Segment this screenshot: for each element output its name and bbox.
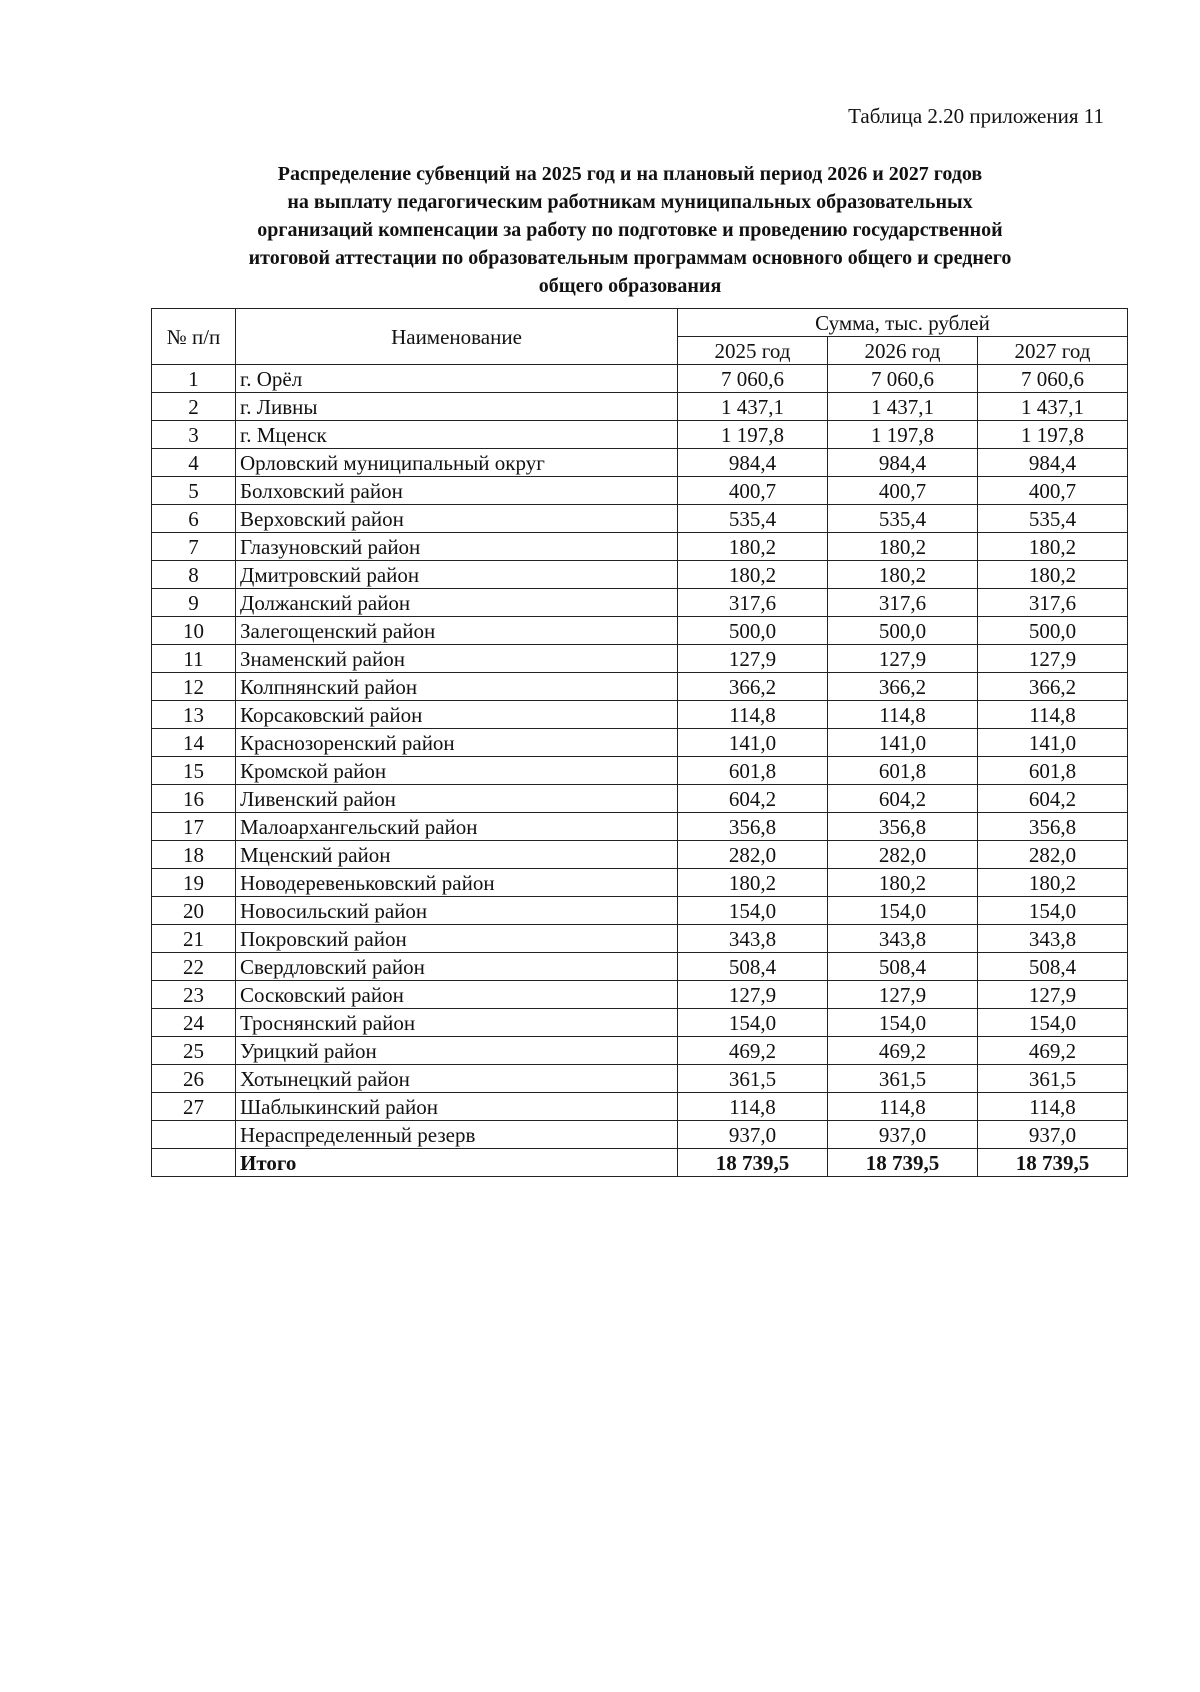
row-value-2026: 984,4 [828,449,978,477]
row-value-2026: 1 437,1 [828,393,978,421]
table-row [152,1121,1128,1149]
row-value-2026: 154,0 [828,1009,978,1037]
row-value-2027: 154,0 [978,1009,1128,1037]
row-value-2027: 127,9 [978,645,1128,673]
row-value-2026: 114,8 [828,701,978,729]
row-value-2027: 604,2 [978,785,1128,813]
row-value-2026: 141,0 [828,729,978,757]
row-value-2025: 141,0 [678,729,828,757]
row-value-2025: 343,8 [678,925,828,953]
table-row [152,477,1128,505]
row-number: 3 [152,421,236,449]
table-row [152,421,1128,449]
row-value-2025: 114,8 [678,1093,828,1121]
row-value-2026: 500,0 [828,617,978,645]
row-value-2027: 180,2 [978,533,1128,561]
row-name: Сосковский район [236,981,678,1009]
row-value-2027: 282,0 [978,841,1128,869]
header-sum: Сумма, тыс. рублей [678,309,1128,337]
row-value-2027: 400,7 [978,477,1128,505]
row-name: Кромской район [236,757,678,785]
row-value-2025: 604,2 [678,785,828,813]
title-line: на выплату педагогическим работникам муниципальных образовательных [287,191,973,213]
row-number: 23 [152,981,236,1009]
row-name: Краснозоренский район [236,729,678,757]
table-row [152,1065,1128,1093]
row-value-2027: 317,6 [978,589,1128,617]
row-name: Новодеревеньковский район [236,869,678,897]
row-value-2027: 601,8 [978,757,1128,785]
table-row [152,1009,1128,1037]
table-row [152,785,1128,813]
table-row [152,561,1128,589]
row-value-2025: 127,9 [678,645,828,673]
row-value-2026: 127,9 [828,645,978,673]
row-name: г. Ливны [236,393,678,421]
title-line: итоговой аттестации по образовательным программам основного общего и среднего [248,247,1012,269]
row-value-2027: 500,0 [978,617,1128,645]
row-number: 10 [152,617,236,645]
row-name: Орловский муниципальный округ [236,449,678,477]
table-row [152,505,1128,533]
row-value-2025: 366,2 [678,673,828,701]
table-row [152,869,1128,897]
row-number [152,1121,236,1149]
row-value-2025: 500,0 [678,617,828,645]
table-row [152,897,1128,925]
row-value-2025: 1 437,1 [678,393,828,421]
row-value-2025: 154,0 [678,1009,828,1037]
row-value-2026: 508,4 [828,953,978,981]
header-number: № п/п [152,309,236,365]
row-value-2027: 937,0 [978,1121,1128,1149]
row-value-2027: 984,4 [978,449,1128,477]
row-value-2026: 400,7 [828,477,978,505]
table-footer [152,1149,1128,1177]
row-value-2027: 1 437,1 [978,393,1128,421]
row-value-2027: 1 197,8 [978,421,1128,449]
row-value-2026: 154,0 [828,897,978,925]
row-number: 12 [152,673,236,701]
table-row [152,449,1128,477]
row-number: 4 [152,449,236,477]
row-number: 25 [152,1037,236,1065]
row-value-2026: 361,5 [828,1065,978,1093]
row-name: Залегощенский район [236,617,678,645]
row-value-2026: 7 060,6 [828,365,978,393]
table-reference: Таблица 2.20 приложения 11 [848,104,1104,128]
row-value-2025: 601,8 [678,757,828,785]
table-row [152,617,1128,645]
header-year-2026: 2026 год [828,337,978,365]
total-label: Итого [236,1149,678,1177]
row-name: Шаблыкинский район [236,1093,678,1121]
row-name: Мценский район [236,841,678,869]
row-number: 16 [152,785,236,813]
table-row [152,981,1128,1009]
row-value-2025: 317,6 [678,589,828,617]
row-value-2026: 180,2 [828,533,978,561]
table-row [152,757,1128,785]
row-value-2027: 366,2 [978,673,1128,701]
row-name: Троснянский район [236,1009,678,1037]
row-value-2025: 180,2 [678,561,828,589]
row-value-2026: 937,0 [828,1121,978,1149]
header-year-2025: 2025 год [678,337,828,365]
row-name: Урицкий район [236,1037,678,1065]
row-number: 19 [152,869,236,897]
row-name: Свердловский район [236,953,678,981]
row-value-2027: 356,8 [978,813,1128,841]
row-value-2026: 282,0 [828,841,978,869]
row-value-2025: 114,8 [678,701,828,729]
row-number: 2 [152,393,236,421]
row-value-2026: 114,8 [828,1093,978,1121]
table-row [152,365,1128,393]
row-value-2027: 180,2 [978,561,1128,589]
row-name: Верховский район [236,505,678,533]
row-value-2027: 180,2 [978,869,1128,897]
row-name: Знаменский район [236,645,678,673]
row-number: 1 [152,365,236,393]
row-name: Ливенский район [236,785,678,813]
row-value-2025: 282,0 [678,841,828,869]
document-title [150,160,1110,300]
row-number: 15 [152,757,236,785]
row-value-2026: 180,2 [828,561,978,589]
row-value-2025: 7 060,6 [678,365,828,393]
table-header [152,309,1128,365]
row-value-2025: 356,8 [678,813,828,841]
row-value-2027: 127,9 [978,981,1128,1009]
subventions-table [151,308,1128,1177]
row-value-2027: 114,8 [978,1093,1128,1121]
table-row [152,701,1128,729]
row-name: Глазуновский район [236,533,678,561]
row-number: 21 [152,925,236,953]
table-row [152,673,1128,701]
row-name: Покровский район [236,925,678,953]
table-row [152,925,1128,953]
row-value-2025: 154,0 [678,897,828,925]
row-value-2025: 361,5 [678,1065,828,1093]
row-value-2027: 154,0 [978,897,1128,925]
total-2025: 18 739,5 [678,1149,828,1177]
header-year-2027: 2027 год [978,337,1128,365]
row-value-2025: 469,2 [678,1037,828,1065]
row-value-2027: 469,2 [978,1037,1128,1065]
row-number: 18 [152,841,236,869]
row-number: 14 [152,729,236,757]
row-value-2026: 1 197,8 [828,421,978,449]
row-number: 26 [152,1065,236,1093]
row-value-2026: 604,2 [828,785,978,813]
title-line: общего образования [538,275,722,297]
row-value-2026: 317,6 [828,589,978,617]
row-value-2027: 361,5 [978,1065,1128,1093]
table-row [152,533,1128,561]
row-name: Хотынецкий район [236,1065,678,1093]
row-value-2027: 7 060,6 [978,365,1128,393]
row-value-2026: 356,8 [828,813,978,841]
row-name: Новосильский район [236,897,678,925]
table-row [152,1093,1128,1121]
row-value-2026: 535,4 [828,505,978,533]
row-name: Болховский район [236,477,678,505]
row-number: 22 [152,953,236,981]
total-2027: 18 739,5 [978,1149,1128,1177]
header-name: Наименование [236,309,678,365]
row-name: Колпнянский район [236,673,678,701]
row-value-2025: 1 197,8 [678,421,828,449]
row-value-2026: 127,9 [828,981,978,1009]
row-number: 13 [152,701,236,729]
row-number: 17 [152,813,236,841]
row-number: 7 [152,533,236,561]
total-number-cell [152,1149,236,1177]
row-value-2025: 400,7 [678,477,828,505]
row-number: 5 [152,477,236,505]
row-name: Малоархангельский район [236,813,678,841]
row-value-2026: 180,2 [828,869,978,897]
row-value-2026: 343,8 [828,925,978,953]
row-name: Должанский район [236,589,678,617]
row-value-2026: 601,8 [828,757,978,785]
row-value-2027: 508,4 [978,953,1128,981]
row-value-2026: 469,2 [828,1037,978,1065]
row-name: Дмитровский район [236,561,678,589]
table-row [152,813,1128,841]
row-number: 24 [152,1009,236,1037]
table-row [152,841,1128,869]
row-value-2027: 535,4 [978,505,1128,533]
row-number: 11 [152,645,236,673]
row-value-2025: 180,2 [678,533,828,561]
table-row [152,729,1128,757]
row-value-2027: 141,0 [978,729,1128,757]
row-number: 27 [152,1093,236,1121]
row-value-2025: 127,9 [678,981,828,1009]
row-name: г. Мценск [236,421,678,449]
total-row [152,1149,1128,1177]
table-row [152,645,1128,673]
row-value-2025: 180,2 [678,869,828,897]
row-value-2025: 508,4 [678,953,828,981]
title-line: организаций компенсации за работу по подготовке и проведению государственной [257,219,1003,241]
title-line: Распределение субвенций на 2025 год и на плановый период 2026 и 2027 годов [277,163,983,185]
row-name: Нераспределенный резерв [236,1121,678,1149]
row-value-2025: 937,0 [678,1121,828,1149]
row-number: 9 [152,589,236,617]
row-value-2026: 366,2 [828,673,978,701]
table-body [152,365,1128,1149]
row-value-2025: 984,4 [678,449,828,477]
total-2026: 18 739,5 [828,1149,978,1177]
row-value-2027: 114,8 [978,701,1128,729]
row-value-2027: 343,8 [978,925,1128,953]
row-name: г. Орёл [236,365,678,393]
row-number: 20 [152,897,236,925]
table-row [152,589,1128,617]
row-number: 8 [152,561,236,589]
row-name: Корсаковский район [236,701,678,729]
table-row [152,1037,1128,1065]
row-number: 6 [152,505,236,533]
row-value-2025: 535,4 [678,505,828,533]
table-row [152,393,1128,421]
table-row [152,953,1128,981]
